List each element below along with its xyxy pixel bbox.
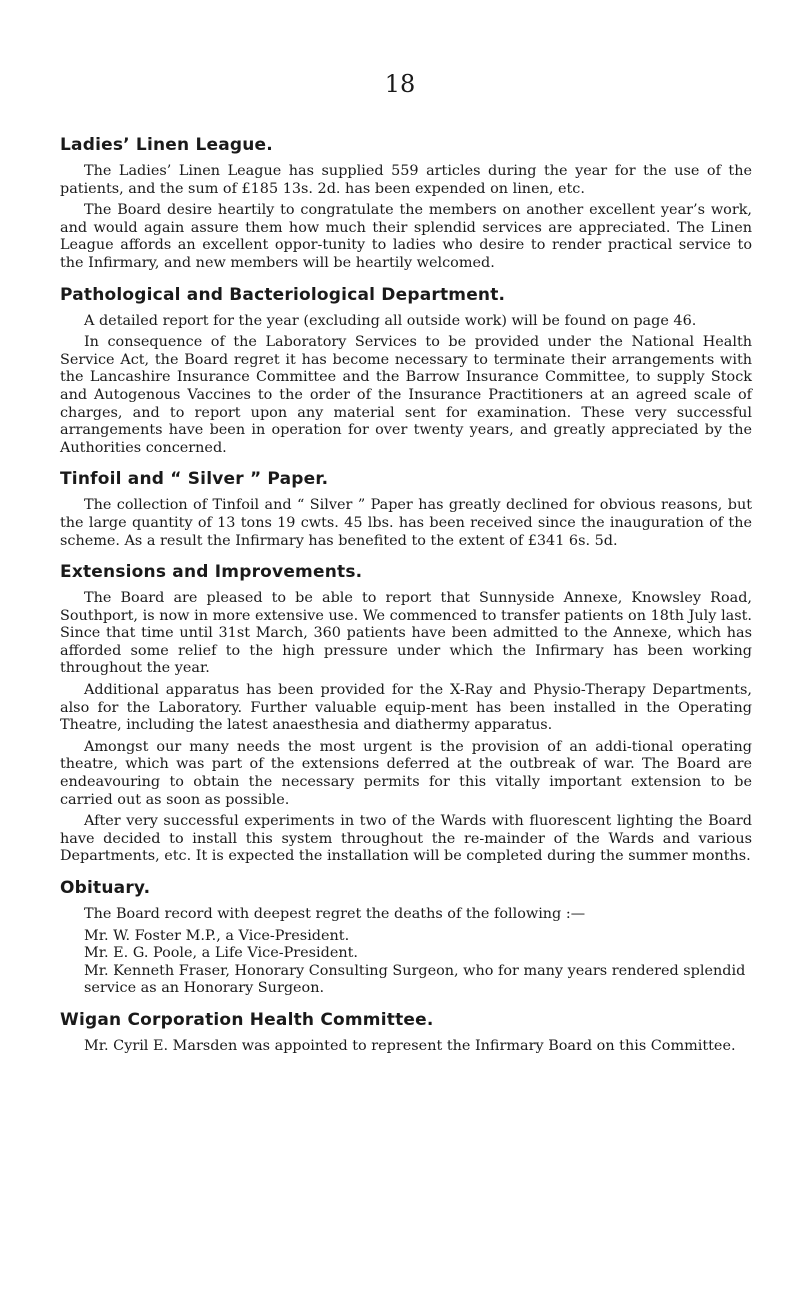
paragraph: The Board record with deepest regret the deaths of the following :— — [84, 906, 586, 922]
paragraph: The Ladies’ Linen League has supplied 559 articles during the year for the use of the patients, and the sum of £185 13s. 2d. has been expended on linen, etc. — [60, 163, 752, 197]
paragraph: Amongst our many needs the most urgent is the provision of an addi-tional operating theatre, which was part of the extensions deferred at the outbreak of war. The Board are endeavouring to obtain the necessary permits for this vitally important extension to be carried out as soon as possible. — [60, 738, 752, 808]
list-item: Mr. W. Foster M.P., a Vice-President. — [84, 927, 350, 944]
section-tinfoil-paper — [60, 469, 752, 550]
paragraph: The collection of Tinfoil and “ Silver ” Paper has greatly declined for obvious reasons, but the large quantity of 13 tons 19 cwts. 45 lbs. has been received since the inauguration of the scheme. As a result the Infirmary has benefited to the extent of £341 6s. 5d. — [60, 497, 752, 549]
section-pathological-department — [60, 285, 752, 458]
list-item: Mr. Kenneth Fraser, Honorary Consulting Surgeon, who for many years rendered splendid service as an Honorary Surgeon. — [84, 962, 746, 997]
section-heading: Wigan Corporation Health Committee. — [60, 1009, 434, 1030]
paragraph: In consequence of the Laboratory Services to be provided under the National Health Service Act, the Board regret it has become necessary to terminate their arrangements with the Lancashire Insurance Committee and the Barrow Insurance Committee, to supply Stock and Autogenous Vaccines to the order of the Insurance Practitioners at an agreed scale of charges, and to report upon any material sent for examination. These very successful arrangements have been in operation for over twenty years, and greatly appreciated by the Authorities concerned. — [60, 334, 752, 456]
section-heading: Tinfoil and “ Silver ” Paper. — [60, 469, 329, 490]
paragraph: The Board desire heartily to congratulate the members on another excellent year’s work, and would again assure them how much their splendid services are appreciated. The Linen League affords an excellent oppor-tunity to ladies who desire to render practical service to the Infirmary, and new members will be heartily welcomed. — [60, 202, 752, 271]
page-number: 18 — [384, 70, 416, 98]
section-heading: Extensions and Improvements. — [60, 562, 363, 583]
paragraph: Additional apparatus has been provided for the X-Ray and Physio-Therapy Departments, also for the Laboratory. Further valuable equip-ment has been installed in the Operating Theatre, including the latest anaesthesia and diathermy apparatus. — [60, 682, 752, 734]
section-wigan-health-committee — [60, 1010, 752, 1056]
paragraph: A detailed report for the year (excluding all outside work) will be found on page 46. — [84, 312, 697, 329]
section-obituary — [60, 878, 752, 998]
paragraph: Mr. Cyril E. Marsden was appointed to represent the Infirmary Board on this Committee. — [84, 1037, 736, 1054]
list-item: Mr. E. G. Poole, a Life Vice-President. — [84, 945, 358, 962]
paragraph: After very successful experiments in two of the Wards with fluorescent lighting the Board have decided to install this system throughout the re-mainder of the Wards and various Departments, etc. It is expected the installation will be completed during the summer months. — [60, 813, 752, 865]
paragraph: The Board are pleased to be able to report that Sunnyside Annexe, Knowsley Road, Southport, is now in more extensive use. We commenced to transfer patients on 18th July last. Since that time until 31st March, 360 patients have been admitted to the Annexe, which has afforded some relief to the high pressure under which the Infirmary has been working throughout the year. — [60, 590, 752, 677]
section-extensions-improvements — [60, 562, 752, 866]
section-heading: Obituary. — [60, 878, 151, 898]
section-ladies-linen-league — [60, 135, 752, 273]
section-heading: Pathological and Bacteriological Department. — [60, 284, 506, 305]
section-heading: Ladies’ Linen League. — [60, 135, 273, 155]
page-content — [60, 135, 752, 1068]
